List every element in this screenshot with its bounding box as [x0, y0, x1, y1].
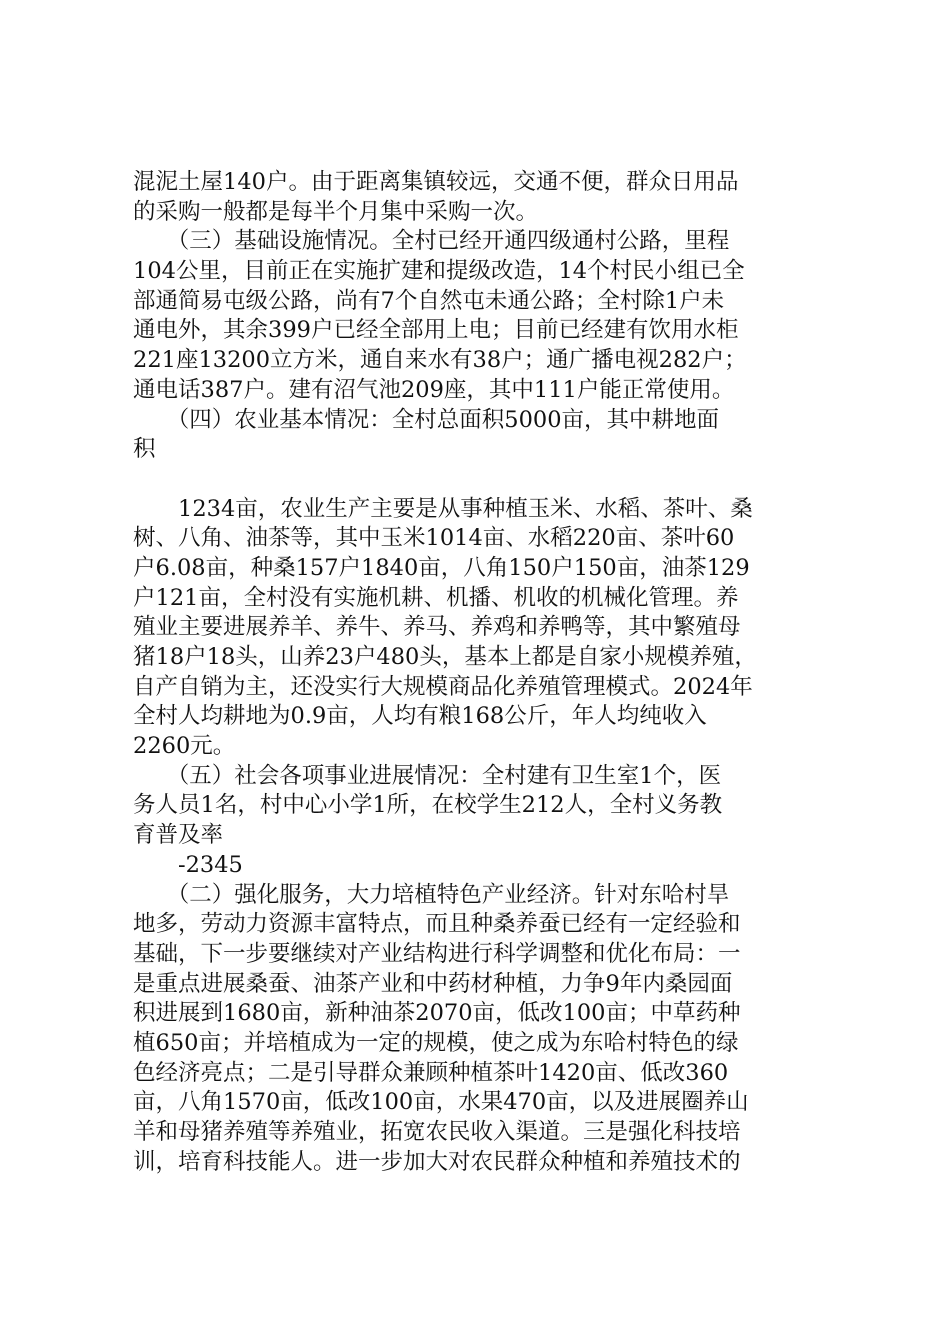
text-line: 通电话387户。建有沼气池209座，其中111户能正常使用。	[133, 376, 735, 403]
text-line: 的采购一般都是每半个月集中采购一次。	[133, 198, 539, 225]
text-line: 羊和母猪养殖等养殖业，拓宽农民收入渠道。三是强化科技培	[133, 1119, 741, 1145]
text-line: 亩，八角1570亩，低改100亩，水果470亩，以及进展圈养山	[133, 1089, 749, 1116]
text-line: （五）社会各项事业进展情况：全村建有卫生室1个，医	[133, 762, 722, 789]
text-line: 色经济亮点；二是引导群众兼顾种植茶叶1420亩、低改360	[133, 1059, 729, 1086]
document-body	[133, 168, 833, 1177]
text-line: 积	[133, 436, 156, 463]
text-line: （四）农业基本情况：全村总面积5000亩，其中耕地面	[133, 406, 720, 433]
blank-line	[133, 465, 833, 495]
text-line: 混泥土屋140户。由于距离集镇较远，交通不便，群众日用品	[133, 169, 739, 195]
text-line: 训，培育科技能人。进一步加大对农民群众种植和养殖技术的	[133, 1148, 741, 1175]
text-line: 植650亩；并培植成为一定的规模，使之成为东哈村特色的绿	[133, 1029, 739, 1056]
text-line: （二）强化服务，大力培植特色产业经济。针对东哈村旱	[133, 881, 730, 908]
text-line: 通电外，其余399户已经全部用上电；目前已经建有饮用水柜	[133, 317, 739, 344]
text-line: 全村人均耕地为0.9亩，人均有粮168公斤，年人均纯收入	[133, 703, 707, 730]
text-line: 221座13200立方米，通自来水有38户；通广播电视282户；	[133, 347, 747, 374]
text-line: 104公里，目前正在实施扩建和提级改造，14个村民小组已全	[133, 258, 745, 285]
text-line: 是重点进展桑蚕、油茶产业和中药材种植，力争9年内桑园面	[133, 970, 733, 997]
text-line: 务人员1名，村中心小学1所，在校学生212人，全村义务教	[133, 792, 723, 819]
text-line: 猪18户18头，山养23户480头，基本上都是自家小规模养殖，	[133, 644, 757, 670]
text-line: （三）基础设施情况。全村已经开通四级通村公路，里程	[133, 228, 730, 255]
text-line: 部通简易屯级公路，尚有7个自然屯未通公路；全村除1户未	[133, 287, 725, 314]
text-line: 自产自销为主，还没实行大规模商品化养殖管理模式。2024年	[133, 673, 753, 700]
text-line: 殖业主要进展养羊、养牛、养马、养鸡和养鸭等，其中繁殖母	[133, 614, 741, 641]
text-line: 户121亩，全村没有实施机耕、机播、机收的机械化管理。养	[133, 584, 739, 611]
text-line: 2260元。	[133, 733, 236, 760]
text-line: -2345	[133, 851, 243, 878]
text-line: 积进展到1680亩，新种油茶2070亩，低改100亩；中草药种	[133, 1000, 741, 1027]
text-line: 地多，劳动力资源丰富特点，而且种桑养蚕已经有一定经验和	[133, 911, 741, 938]
text-line: 育普及率	[133, 822, 224, 849]
text-line: 树、八角、油茶等，其中玉米1014亩、水稻220亩、茶叶60	[133, 525, 735, 552]
text-line: 1234亩，农业生产主要是从事种植玉米、水稻、茶叶、桑	[133, 495, 753, 522]
text-line: 户6.08亩，种桑157户1840亩，八角150户150亩，油茶129	[133, 554, 750, 581]
text-line: 基础，下一步要继续对产业结构进行科学调整和优化布局：一	[133, 940, 741, 967]
